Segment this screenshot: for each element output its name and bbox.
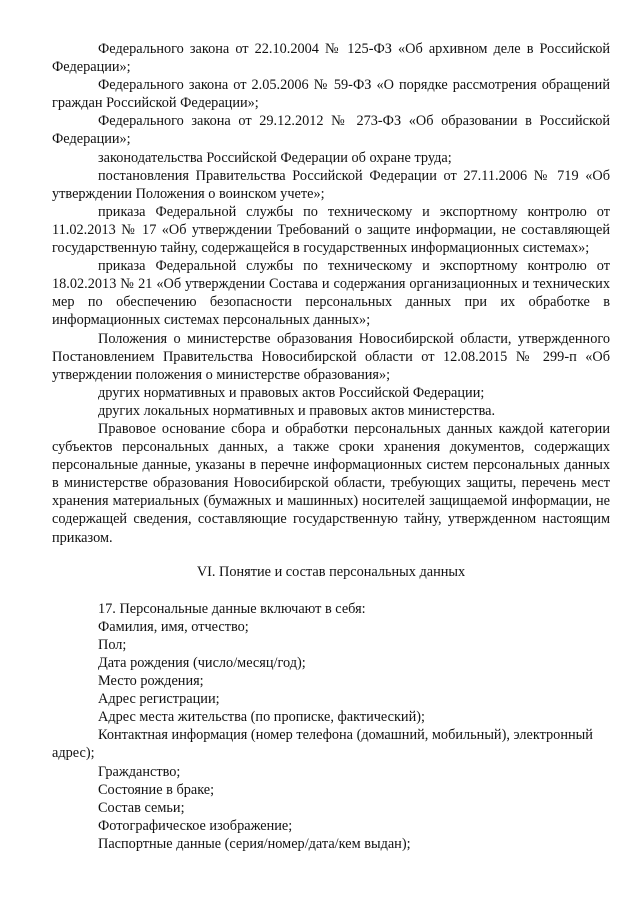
paragraph: приказа Федеральной службы по техническому и экспортному контролю от 18.02.2013 № 21 «Об утверждении Состава и содержания организационных и технических мер по обеспечению безопасности персональных данных при их обработке в информационных системах персональных данных»; <box>52 258 610 329</box>
list-item: Состояние в браке; <box>98 781 215 798</box>
list-item: Фотографическое изображение; <box>98 817 293 834</box>
list-item: Адрес регистрации; <box>98 691 220 708</box>
personal-data-list <box>52 600 610 853</box>
paragraph: законодательства Российской Федерации об охране труда; <box>98 149 452 166</box>
paragraph: Федерального закона от 22.10.2004 № 125-ФЗ «Об архивном деле в Российской Федерации»; <box>52 41 610 76</box>
list-item: Место рождения; <box>98 673 204 690</box>
paragraph: других локальных нормативных и правовых актов министерства. <box>98 402 496 419</box>
list-item: Фамилия, имя, отчество; <box>98 618 249 635</box>
paragraph: приказа Федеральной службы по техническому и экспортному контролю от 11.02.2013 № 17 «Об утверждении Требований о защите информации, не составляющей государственную тайну, содержащейся в государственных информационных системах»; <box>52 203 610 257</box>
list-item: Состав семьи; <box>98 799 185 816</box>
list-item: Дата рождения (число/месяц/год); <box>98 655 306 671</box>
paragraph: Правовое основание сбора и обработки персональных данных каждой категории субъектов персональных данных, а также сроки хранения документов, содержащих персональные данные, указаны в перечне информационных систем персональных данных в министерстве образования Новосибирской области, требующих защиты, перечень мест хранения материальных (бумажных и машинных) носителей защищаемой информации, не содержащей сведения, составляющие государственную тайну, утвержденном настоящим приказом. <box>52 420 610 546</box>
list-item: Гражданство; <box>98 763 181 780</box>
list-intro: 17. Персональные данные включают в себя: <box>98 600 366 617</box>
list-item: Пол; <box>98 636 127 653</box>
paragraph: других нормативных и правовых актов Российской Федерации; <box>98 384 485 401</box>
list-item: Контактная информация (номер телефона (домашний, мобильный), электронный адрес); <box>52 727 593 762</box>
list-item: Адрес места жительства (по прописке, фактический); <box>98 709 425 726</box>
section-heading: VI. Понятие и состав персональных данных <box>196 563 466 580</box>
paragraph: Федерального закона от 29.12.2012 № 273-ФЗ «Об образовании в Российской Федерации»; <box>52 113 610 148</box>
paragraph: Федерального закона от 2.05.2006 № 59-ФЗ «О порядке рассмотрения обращений граждан Российской Федерации»; <box>52 77 610 112</box>
legal-basis-section <box>52 40 610 547</box>
paragraph: Положения о министерстве образования Новосибирской области, утвержденного Постановлением Правительства Новосибирской области от 12.08.2015 № 299-п «Об утверждении положения о министерстве образования»; <box>52 330 610 383</box>
paragraph: постановления Правительства Российской Федерации от 27.11.2006 № 719 «Об утверждении Положения о воинском учете»; <box>52 167 610 202</box>
list-item: Паспортные данные (серия/номер/дата/кем выдан); <box>98 835 411 852</box>
